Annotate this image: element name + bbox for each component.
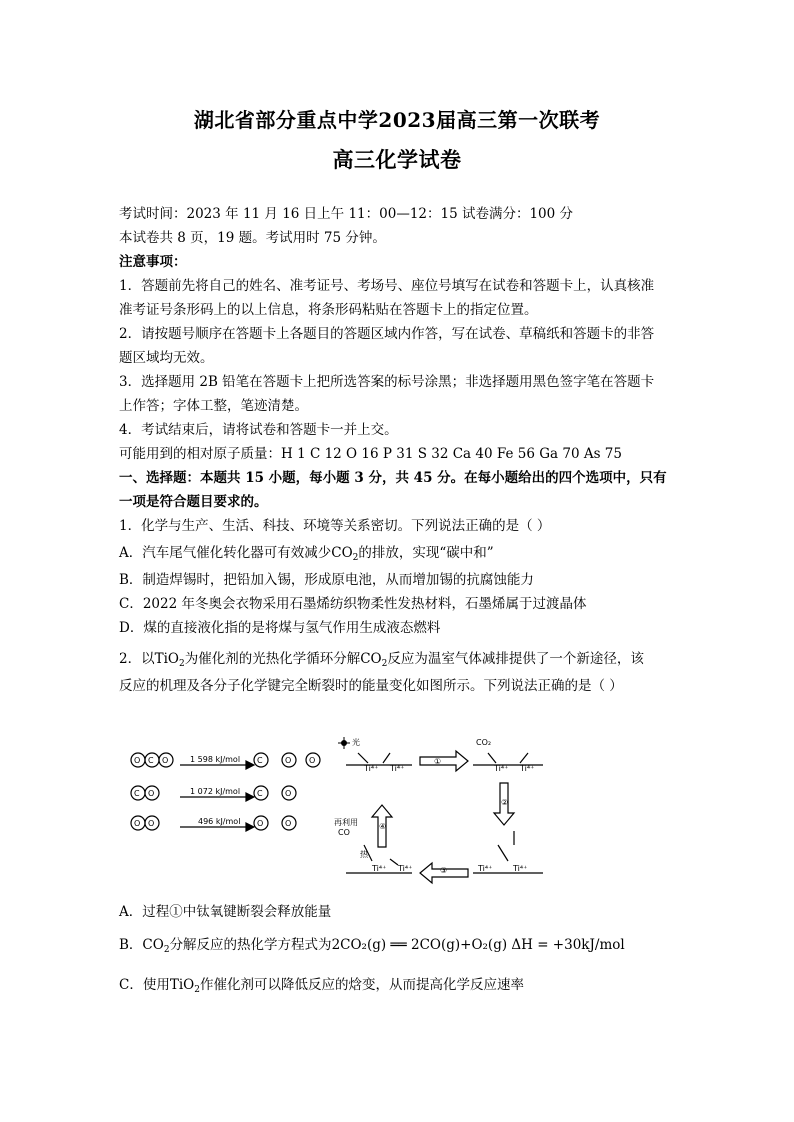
notice-item: 准考证号条形码上的以上信息，将条形码粘贴在答题卡上的指定位置。	[119, 302, 538, 318]
step-label: ①	[434, 757, 442, 766]
co2-formula: CO	[331, 545, 353, 561]
subscript: 2	[194, 985, 200, 995]
option-c-text: 作催化剂可以降低反应的焓变，从而提高化学反应速率	[199, 977, 524, 993]
atom-label: O	[285, 789, 292, 798]
subscript: 2	[381, 659, 388, 669]
tio2-formula: TiO	[169, 977, 195, 993]
question-2-option-c	[119, 968, 679, 1002]
stem-text: 2．以	[119, 651, 155, 667]
co2-formula: CO	[142, 937, 164, 953]
notice-item: 4．考试结束后，请将试卷和答题卡一并上交。	[119, 422, 398, 438]
subscript: 2	[352, 553, 359, 563]
thermochemical-equation: 2CO₂(g) ══ 2CO(g)+O₂(g) ΔH = +30kJ/mol	[331, 937, 625, 953]
exam-body	[119, 202, 679, 698]
tio2-formula: TiO	[154, 651, 179, 667]
option-b-prefix: B．	[119, 937, 143, 953]
exam-title: 湖北省部分重点中学2023届高三第一次联考	[193, 108, 601, 132]
notice-item: 上作答；字体工整，笔迹清楚。	[119, 398, 308, 414]
energy-label: 1 598 kJ/mol	[190, 755, 241, 764]
notice-item: 2．请按题号顺序在答题卡上各题目的答题区域内作答，写在试卷、草稿纸和答题卡的非答	[119, 326, 655, 342]
question-2-stem-cont: 反应的机理及各分子化学键完全断裂时的能量变化如图所示。下列说法正确的是（ ）	[119, 678, 623, 694]
atom-label: C	[134, 789, 140, 798]
atom-label: C	[257, 789, 263, 798]
heat-label: 热	[360, 850, 368, 859]
atom-label: O	[148, 789, 155, 798]
atom-label: O	[285, 756, 292, 765]
stem-text-end: 反应为温室气体减排提供了一个新途径，该	[387, 651, 644, 667]
notice-item: 题区域均无效。	[119, 350, 214, 366]
co2-label: CO₂	[476, 738, 492, 747]
option-a-text-end: 的排放，实现“碳中和”	[358, 545, 494, 561]
notice-item: 1．答题前先将自己的姓名、准考证号、考场号、座位号填写在试卷和答题卡上，认真核准	[119, 278, 655, 294]
ti-label: Ti⁴⁺	[390, 764, 405, 773]
option-b-text: 分解反应的热化学方程式为	[169, 937, 332, 953]
atomic-masses: 可能用到的相对原子质量：H 1 C 12 O 16 P 31 S 32 Ca 40 Fe 56 Ga 70 As 75	[119, 446, 622, 462]
atom-label: O	[257, 819, 264, 828]
question-1-stem: 1．化学与生产、生活、科技、环境等关系密切。下列说法正确的是（ ）	[119, 518, 551, 534]
atom-label: O	[134, 819, 141, 828]
exam-time-line: 考试时间：2023 年 11 月 16 日上午 11：00—12：15 试卷满分：100 分	[119, 206, 574, 222]
ti-label: Ti⁴⁺	[372, 864, 387, 873]
atom-label: O	[148, 819, 155, 828]
reuse-label: 再利用	[334, 818, 358, 827]
question-1-option-b: B．制造焊锡时，把铅加入锡，形成原电池，从而增加锡的抗腐蚀能力	[119, 572, 534, 588]
ti-label: Ti⁴⁺	[478, 864, 493, 873]
step-label: ④	[379, 822, 387, 831]
subscript: 2	[163, 945, 170, 955]
section-heading-cont: 一项是符合题目要求的。	[119, 494, 268, 510]
question-1-option-d: D．煤的直接液化指的是将煤与氢气作用生成液态燃料	[119, 620, 441, 636]
notice-heading: 注意事项：	[119, 254, 187, 270]
ti-label: Ti⁴⁺	[520, 764, 535, 773]
ti-label: Ti⁴⁺	[364, 764, 379, 773]
question-2-options	[119, 900, 679, 1002]
reaction-mechanism-figure	[128, 735, 548, 885]
question-1-option-a	[119, 538, 679, 568]
question-2-stem	[119, 644, 679, 674]
question-2-option-b	[119, 928, 679, 962]
step-label: ③	[440, 866, 448, 875]
atom-label: O	[134, 756, 141, 765]
co2-formula: CO	[360, 651, 382, 667]
step-label: ②	[501, 798, 509, 807]
section-heading: 一、选择题：本题共 15 小题，每小题 3 分，共 45 分。在每小题给出的四个选项中，只有	[119, 470, 667, 486]
atom-label: C	[257, 756, 263, 765]
question-2-option-a: A．过程①中钛氧键断裂会释放能量	[119, 904, 332, 920]
question-1-option-c: C．2022 年冬奥会衣物采用石墨烯纺织物柔性发热材料，石墨烯属于过渡晶体	[119, 596, 587, 612]
option-a-text: A．汽车尾气催化转化器可有效减少	[119, 545, 332, 561]
ti-label: Ti⁴⁺	[494, 764, 509, 773]
co-label: CO	[338, 828, 350, 837]
energy-label: 496 kJ/mol	[198, 817, 241, 826]
atom-label: C	[148, 756, 154, 765]
exam-pages-line: 本试卷共 8 页，19 题。考试用时 75 分钟。	[119, 230, 386, 246]
stem-text-mid: 为催化剂的光热化学循环分解	[184, 651, 361, 667]
notice-item: 3．选择题用 2B 铅笔在答题卡上把所选答案的标号涂黑；非选择题用黑色签字笔在答题卡	[119, 374, 655, 390]
atom-label: O	[162, 756, 169, 765]
ti-label: Ti⁴⁺	[398, 864, 413, 873]
exam-subtitle: 高三化学试卷	[332, 147, 462, 172]
subscript: 2	[178, 659, 185, 669]
ti-label: Ti⁴⁺	[513, 864, 528, 873]
light-label: 光	[352, 738, 360, 747]
atom-label: O	[285, 819, 292, 828]
atom-label: O	[309, 756, 316, 765]
option-c-prefix: C．使用	[119, 977, 170, 993]
sun-icon	[338, 737, 350, 749]
energy-label: 1 072 kJ/mol	[190, 787, 241, 796]
